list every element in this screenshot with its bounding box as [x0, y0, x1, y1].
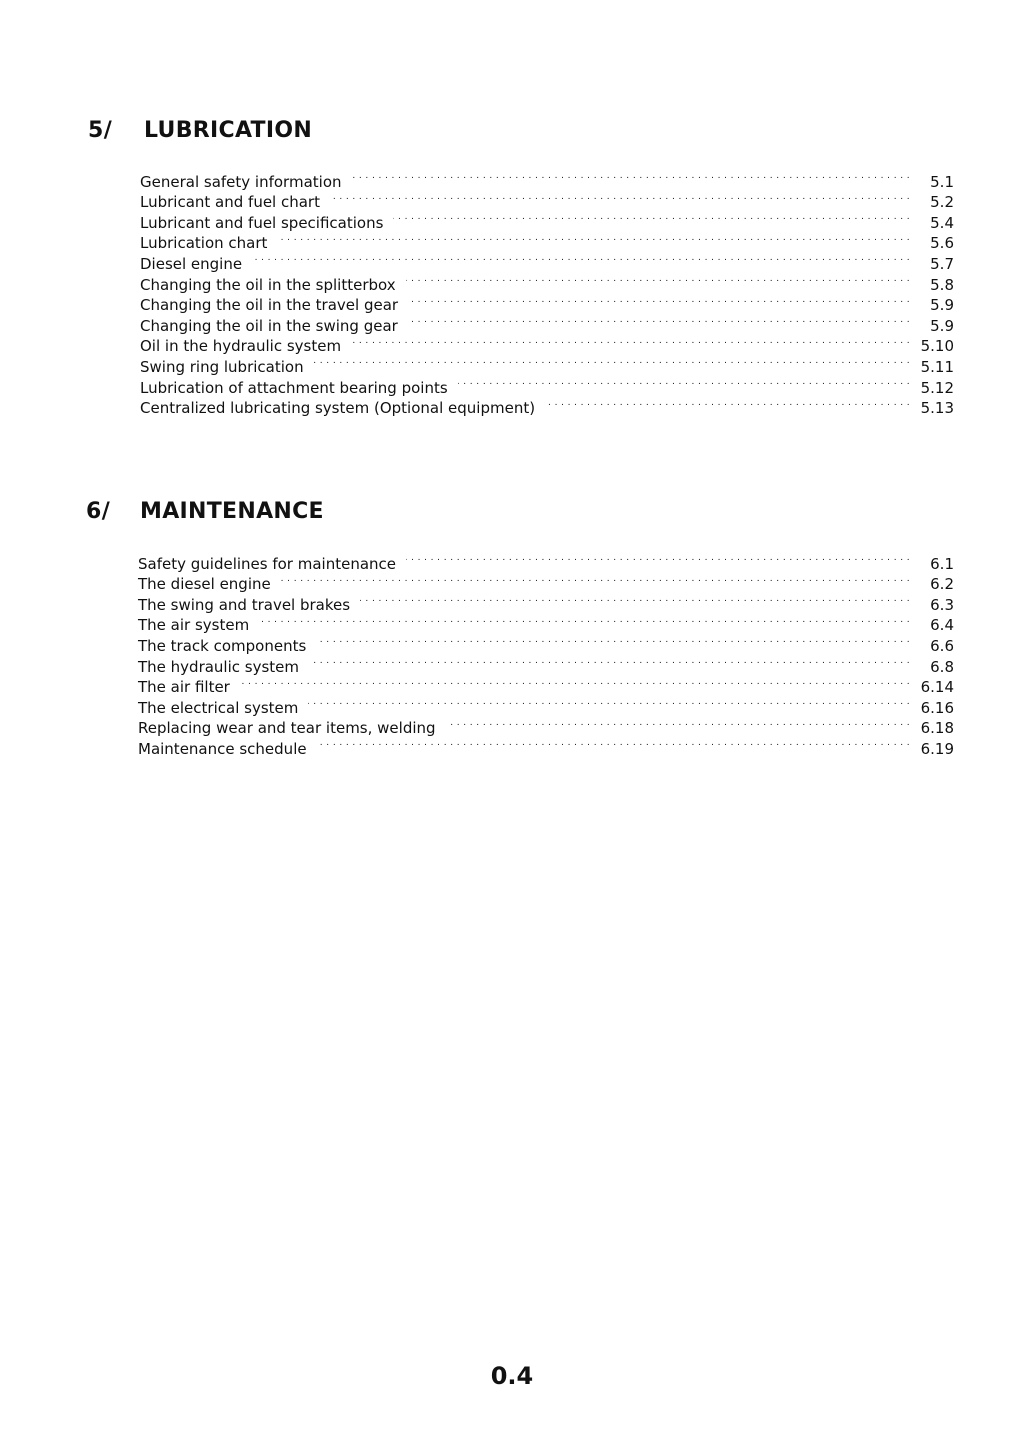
toc-entry-page: 6.8 — [930, 657, 954, 676]
toc-entry-page: 5.9 — [930, 296, 954, 315]
toc-entry-title: The air filter — [138, 678, 230, 697]
toc-entry-page: 5.1 — [930, 172, 954, 191]
dot-leader — [408, 290, 910, 311]
dot-leader — [316, 630, 910, 651]
toc-entry-page: 5.7 — [930, 254, 954, 273]
section-heading — [0, 499, 1024, 529]
toc-entry-title: Changing the oil in the swing gear — [140, 316, 398, 335]
toc-entry-title: The swing and travel brakes — [138, 595, 351, 614]
toc-entry-title: Oil in the hydraulic system — [140, 337, 342, 356]
dot-leader — [309, 651, 910, 672]
toc-entry-page: 5.11 — [920, 357, 954, 376]
toc-list — [140, 166, 954, 418]
dot-leader — [406, 548, 910, 569]
toc-entry-page: 6.6 — [930, 636, 954, 655]
toc-entry-title: General safety information — [140, 172, 342, 191]
toc-entry-page: 6.3 — [930, 595, 954, 614]
dot-leader — [252, 248, 910, 269]
dot-leader — [408, 310, 910, 331]
dot-leader — [314, 351, 910, 372]
toc-entry-page: 5.13 — [920, 399, 954, 418]
toc-entry — [138, 672, 954, 697]
toc-entry-title: Lubricant and fuel specifications — [140, 213, 384, 232]
toc-entry — [138, 610, 954, 635]
toc-entry-title: Diesel engine — [140, 254, 243, 273]
dot-leader — [446, 713, 910, 734]
toc-entry-title: Changing the oil in the splitterbox — [140, 275, 396, 294]
toc-entry-page: 6.18 — [920, 719, 954, 738]
toc-entry-page: 5.4 — [930, 213, 954, 232]
toc-entry-title: Lubrication of attachment bearing points — [140, 378, 448, 397]
dot-leader — [281, 569, 910, 590]
dot-leader — [308, 692, 910, 713]
toc-entry-page: 6.1 — [930, 554, 954, 573]
toc-entry — [138, 692, 954, 717]
toc-entry-title: Replacing wear and tear items, welding — [138, 719, 436, 738]
toc-list — [138, 548, 954, 758]
toc-entry-page: 6.2 — [930, 575, 954, 594]
toc-entry — [140, 269, 954, 294]
section-number: 5/ — [88, 118, 113, 143]
dot-leader — [545, 393, 910, 414]
toc-entry-page: 6.4 — [930, 616, 954, 635]
toc-entry-title: Lubricant and fuel chart — [140, 193, 320, 212]
toc-entry — [140, 248, 954, 273]
toc-entry-page: 5.6 — [930, 234, 954, 253]
toc-entry-page: 5.8 — [930, 275, 954, 294]
toc-entry-title: The diesel engine — [138, 575, 271, 594]
toc-entry — [140, 166, 954, 191]
toc-entry-title: Lubrication chart — [140, 234, 268, 253]
toc-entry-title: The track components — [138, 636, 307, 655]
toc-entry-title: The hydraulic system — [138, 657, 300, 676]
section-lubrication — [0, 118, 1024, 418]
dot-leader — [360, 589, 910, 610]
toc-entry-page: 5.12 — [920, 378, 954, 397]
toc-entry-page: 5.2 — [930, 193, 954, 212]
section-number: 6/ — [86, 499, 111, 524]
dot-leader — [458, 372, 910, 393]
dot-leader — [317, 733, 910, 754]
toc-entry — [138, 630, 954, 655]
dot-leader — [351, 331, 910, 352]
toc-entry-page: 6.14 — [920, 678, 954, 697]
dot-leader — [259, 610, 910, 631]
dot-leader — [240, 672, 910, 693]
toc-entry-title: Changing the oil in the travel gear — [140, 296, 399, 315]
toc-entry-title: The electrical system — [138, 698, 299, 717]
section-maintenance — [0, 499, 1024, 758]
dot-leader — [330, 187, 910, 208]
dot-leader — [406, 269, 910, 290]
toc-entry-page: 6.16 — [920, 698, 954, 717]
toc-entry-title: Centralized lubricating system (Optional equipment) — [140, 399, 536, 418]
toc-entry-page: 5.9 — [930, 316, 954, 335]
dot-leader — [277, 228, 910, 249]
toc-entry-title: Swing ring lubrication — [140, 357, 304, 376]
dot-leader — [393, 207, 910, 228]
section-title: LUBRICATION — [144, 118, 313, 143]
toc-entry-page: 5.10 — [920, 337, 954, 356]
toc-entry-title: The air system — [138, 616, 250, 635]
dot-leader — [352, 166, 911, 187]
toc-entry — [138, 548, 954, 573]
toc-entry-page: 6.19 — [920, 739, 954, 758]
toc-entry-title: Safety guidelines for maintenance — [138, 554, 397, 573]
section-heading — [0, 118, 1024, 148]
toc-entry-title: Maintenance schedule — [138, 739, 307, 758]
page-number: 0.4 — [490, 1362, 534, 1390]
section-title: MAINTENANCE — [140, 499, 324, 524]
